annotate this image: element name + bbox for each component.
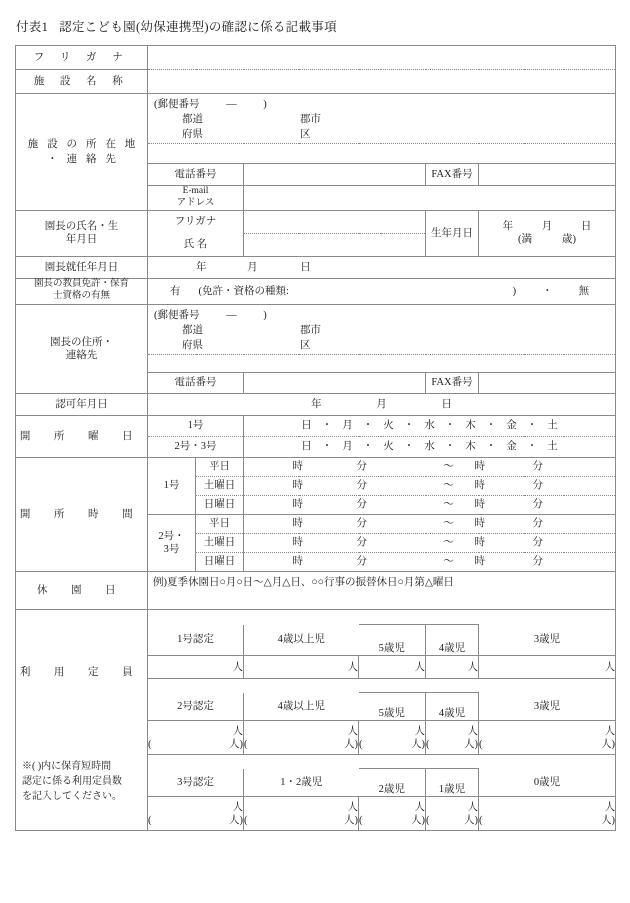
field-capacity-t3-total[interactable]: 人 ( 人): [148, 797, 244, 831]
row-open-hours-t1-weekday: [16, 457, 616, 476]
label-principal-name: 園長の氏名・生 年月日: [16, 210, 148, 256]
label-open-hours: 開 所 時 間: [16, 457, 148, 571]
field-principal-address[interactable]: [148, 304, 616, 354]
field-hours-t1-weekday[interactable]: [244, 457, 616, 476]
label-open-hours-type23: 2号・ 3号: [148, 514, 196, 571]
row-capacity-type2-header: [16, 679, 616, 693]
field-principal-name[interactable]: [244, 233, 426, 256]
field-facility-fax[interactable]: [479, 164, 616, 186]
field-facility-address[interactable]: [148, 94, 616, 144]
weekday-wed[interactable]: 水: [424, 441, 435, 453]
row-open-days-type1: [16, 415, 616, 436]
field-principal-address-detail[interactable]: [148, 354, 616, 372]
field-hours-t1-sunday[interactable]: [244, 495, 616, 514]
label-facility-tel: 電話番号: [148, 164, 244, 186]
license-separator: ・: [542, 285, 553, 297]
label-principal-name-field: 氏 名: [148, 233, 244, 256]
row-capacity-type3-header: [16, 755, 616, 769]
row-facility-address: [16, 94, 616, 144]
field-capacity-t2-age3[interactable]: 人 ( 人): [479, 721, 616, 755]
field-appointment-date[interactable]: 年 月 日: [148, 256, 616, 278]
label-furigana: フ リ ガ ナ: [16, 46, 148, 70]
postal-dash: —: [226, 99, 237, 110]
field-capacity-t3-age0[interactable]: 人 ( 人): [479, 797, 616, 831]
capacity-type3-spacer-right: [479, 755, 616, 769]
time-range-t23-sunday: 時 分 〜 時 分: [292, 556, 544, 568]
document-title: [16, 17, 337, 35]
label-principal-birthdate: 生年月日: [426, 210, 479, 256]
table-number: 付表1: [16, 20, 49, 34]
weekday-thu[interactable]: 木: [465, 441, 476, 453]
capacity-type2-spacer-right: [479, 679, 616, 693]
row-capacity-type1-header: [16, 609, 616, 624]
row-facility-name: [16, 70, 616, 94]
field-capacity-t2-total[interactable]: 人 ( 人): [148, 721, 244, 755]
field-capacity-t3-age2[interactable]: 人 ( 人): [359, 797, 426, 831]
field-capacity-t1-total[interactable]: 人: [148, 656, 244, 679]
principal-postal-code-line: (郵便番号 — ): [154, 309, 267, 321]
label-capacity-type3: 3号認定: [148, 769, 244, 797]
label-capacity-t1-age4: 4歳児: [426, 625, 479, 656]
label-capacity-type1: 1号認定: [148, 625, 244, 656]
label-capacity-t2-age3: 3歳児: [479, 693, 616, 721]
field-approval-date[interactable]: 年 月 日: [148, 393, 616, 415]
label-open-hours-type1: 1号: [148, 457, 196, 514]
label-capacity-mid-spacer: [16, 679, 148, 755]
postal-code-line: (郵便番号 — ): [154, 99, 267, 110]
label-capacity-t2-age4: 4歳児: [426, 693, 479, 721]
row-closed-days: [16, 571, 616, 609]
weekday-list-type1: 日 ・ 月 ・ 火 ・ 水 ・ 木 ・ 金 ・ 土: [244, 419, 615, 432]
time-range-t23-saturday: 時 分 〜 時 分: [292, 537, 544, 549]
label-appointment-date: 園長就任年月日: [16, 256, 148, 278]
capacity-type3-spacer-mid: [244, 755, 479, 769]
field-facility-tel[interactable]: [244, 164, 426, 186]
row-appointment-date: [16, 256, 616, 278]
weekday-sat[interactable]: 土: [547, 441, 558, 453]
field-principal-furigana[interactable]: [244, 210, 426, 233]
label-open-days-type1: 1号: [148, 415, 244, 436]
field-hours-t23-weekday[interactable]: [244, 514, 616, 533]
time-range-t1-saturday: 時 分 〜 時 分: [292, 480, 544, 492]
label-facility-email: E-mail アドレス: [148, 186, 244, 211]
row-approval-date: [16, 393, 616, 415]
label-closed-days: 休 園 日: [16, 571, 148, 609]
label-capacity-t1-age3: 3歳児: [479, 625, 616, 656]
label-facility-name: 施 設 名 称: [16, 70, 148, 94]
license-kind-label: (免許・資格の種類:: [198, 285, 289, 297]
certification-form-table: [15, 45, 616, 831]
time-range-t1-sunday: 時 分 〜 時 分: [292, 499, 544, 511]
time-range-t1-weekday: 時 分 〜 時 分: [292, 461, 544, 473]
address-line-2: 府県 区: [182, 129, 311, 141]
label-capacity-t3-age2: 2歳児: [359, 769, 426, 797]
label-principal-address: 園長の住所・ 連絡先: [16, 304, 148, 393]
field-principal-birthdate[interactable]: [479, 210, 616, 256]
weekday-sat[interactable]: 土: [547, 420, 558, 432]
label-hours-t23-sunday: 日曜日: [196, 552, 244, 571]
field-capacity-t1-age3[interactable]: 人: [479, 656, 616, 679]
field-principal-fax[interactable]: [479, 372, 616, 393]
label-capacity-t3-age12: 1・2歳児: [244, 769, 359, 797]
field-hours-t1-saturday[interactable]: [244, 476, 616, 495]
capacity-type3-spacer-left: [148, 755, 244, 769]
weekday-tue[interactable]: 火: [383, 420, 394, 432]
weekday-wed[interactable]: 水: [424, 420, 435, 432]
license-no[interactable]: 無: [578, 285, 590, 297]
field-capacity-t2-age4plus[interactable]: 人 ( 人): [244, 721, 359, 755]
weekday-sun[interactable]: 日: [301, 441, 312, 453]
postal-dash: —: [226, 309, 237, 321]
field-license[interactable]: [148, 278, 616, 304]
label-principal-fax: FAX番号: [426, 372, 479, 393]
label-principal-tel: 電話番号: [148, 372, 244, 393]
birthdate-ymd: 年 月 日: [502, 221, 592, 233]
row-license: [16, 278, 616, 304]
label-capacity: 利 用 定 員: [16, 609, 148, 679]
row-principal-furigana: [16, 210, 616, 233]
birthdate-age: (満 歳): [518, 234, 577, 246]
label-license: 園長の教員免許・保育 士資格の有無: [16, 278, 148, 304]
label-hours-t1-weekday: 平日: [196, 457, 244, 476]
label-capacity-t2-age5: 5歳児: [359, 693, 426, 721]
label-open-days-type23: 2号・3号: [148, 436, 244, 457]
weekday-fri[interactable]: 金: [506, 441, 517, 453]
label-principal-furigana: フリガナ: [148, 210, 244, 233]
license-yes[interactable]: 有: [170, 285, 181, 297]
weekday-mon[interactable]: 月: [342, 441, 353, 453]
label-capacity-t1-age5: 5歳児: [359, 625, 426, 656]
principal-address-line-2: 府県 区: [182, 340, 311, 351]
field-capacity-t1-age4plus[interactable]: 人: [244, 656, 359, 679]
capacity-type1-spacer-right: [479, 609, 616, 624]
field-open-days-type23[interactable]: [244, 436, 616, 457]
label-facility-address: 施 設 の 所 在 地 ・ 連 絡 先: [16, 94, 148, 211]
label-open-days: 開 所 曜 日: [16, 415, 148, 457]
label-capacity-type2: 2号認定: [148, 693, 244, 721]
field-capacity-t1-age4[interactable]: 人: [426, 656, 479, 679]
weekday-thu[interactable]: 木: [465, 420, 476, 432]
closed-days-example: 例)夏季休園日○月○日〜△月△日、○○行事の振替休日○月第△曜日: [153, 576, 454, 588]
field-closed-days[interactable]: [148, 571, 616, 609]
label-hours-t1-sunday: 日曜日: [196, 495, 244, 514]
row-principal-address: [16, 304, 616, 354]
field-capacity-t2-age4[interactable]: 人 ( 人): [426, 721, 479, 755]
address-line-1: 都道 郡市: [182, 114, 321, 126]
field-facility-email[interactable]: [244, 186, 616, 211]
label-capacity-note: ※( )内に保育短時間 認定に係る利用定員数 を記入してください。: [16, 755, 148, 831]
field-open-days-type1[interactable]: [244, 415, 616, 436]
label-capacity-t3-age0: 0歳児: [479, 769, 616, 797]
principal-address-line-1: 都道 郡市: [182, 324, 321, 336]
label-facility-fax: FAX番号: [426, 164, 479, 186]
license-kind-close: ): [512, 285, 517, 297]
capacity-type1-spacer-left: [148, 609, 244, 624]
field-hours-t23-saturday[interactable]: [244, 533, 616, 552]
label-approval-date: 認可年月日: [16, 393, 148, 415]
weekday-sun[interactable]: 日: [301, 420, 312, 432]
weekday-list-type23: 日 ・ 月 ・ 火 ・ 水 ・ 木 ・ 金 ・ 土: [244, 440, 615, 453]
capacity-type1-spacer-mid: [244, 609, 479, 624]
field-facility-address-detail[interactable]: [148, 144, 616, 164]
field-capacity-t3-age1[interactable]: 人 ( 人): [426, 797, 479, 831]
capacity-type2-spacer-mid: [244, 679, 479, 693]
label-capacity-t1-age4plus: 4歳以上児: [244, 625, 359, 656]
field-principal-tel[interactable]: [244, 372, 426, 393]
weekday-mon[interactable]: 月: [342, 420, 353, 432]
label-hours-t23-saturday: 土曜日: [196, 533, 244, 552]
label-capacity-t2-age4plus: 4歳以上児: [244, 693, 359, 721]
capacity-type2-spacer-left: [148, 679, 244, 693]
weekday-fri[interactable]: 金: [506, 420, 517, 432]
title-text: 認定こども園(幼保連携型)の確認に係る記載事項: [59, 20, 337, 34]
field-capacity-t1-age5[interactable]: 人: [359, 656, 426, 679]
row-furigana: [16, 46, 616, 70]
time-range-t23-weekday: 時 分 〜 時 分: [292, 518, 544, 530]
field-capacity-t3-age12[interactable]: 人 ( 人): [244, 797, 359, 831]
field-capacity-t2-age5[interactable]: 人 ( 人): [359, 721, 426, 755]
label-hours-t23-weekday: 平日: [196, 514, 244, 533]
field-facility-furigana[interactable]: [148, 46, 616, 70]
weekday-tue[interactable]: 火: [383, 441, 394, 453]
field-facility-name[interactable]: [148, 70, 616, 94]
label-capacity-t3-age1: 1歳児: [426, 769, 479, 797]
label-hours-t1-saturday: 土曜日: [196, 476, 244, 495]
field-hours-t23-sunday[interactable]: [244, 552, 616, 571]
